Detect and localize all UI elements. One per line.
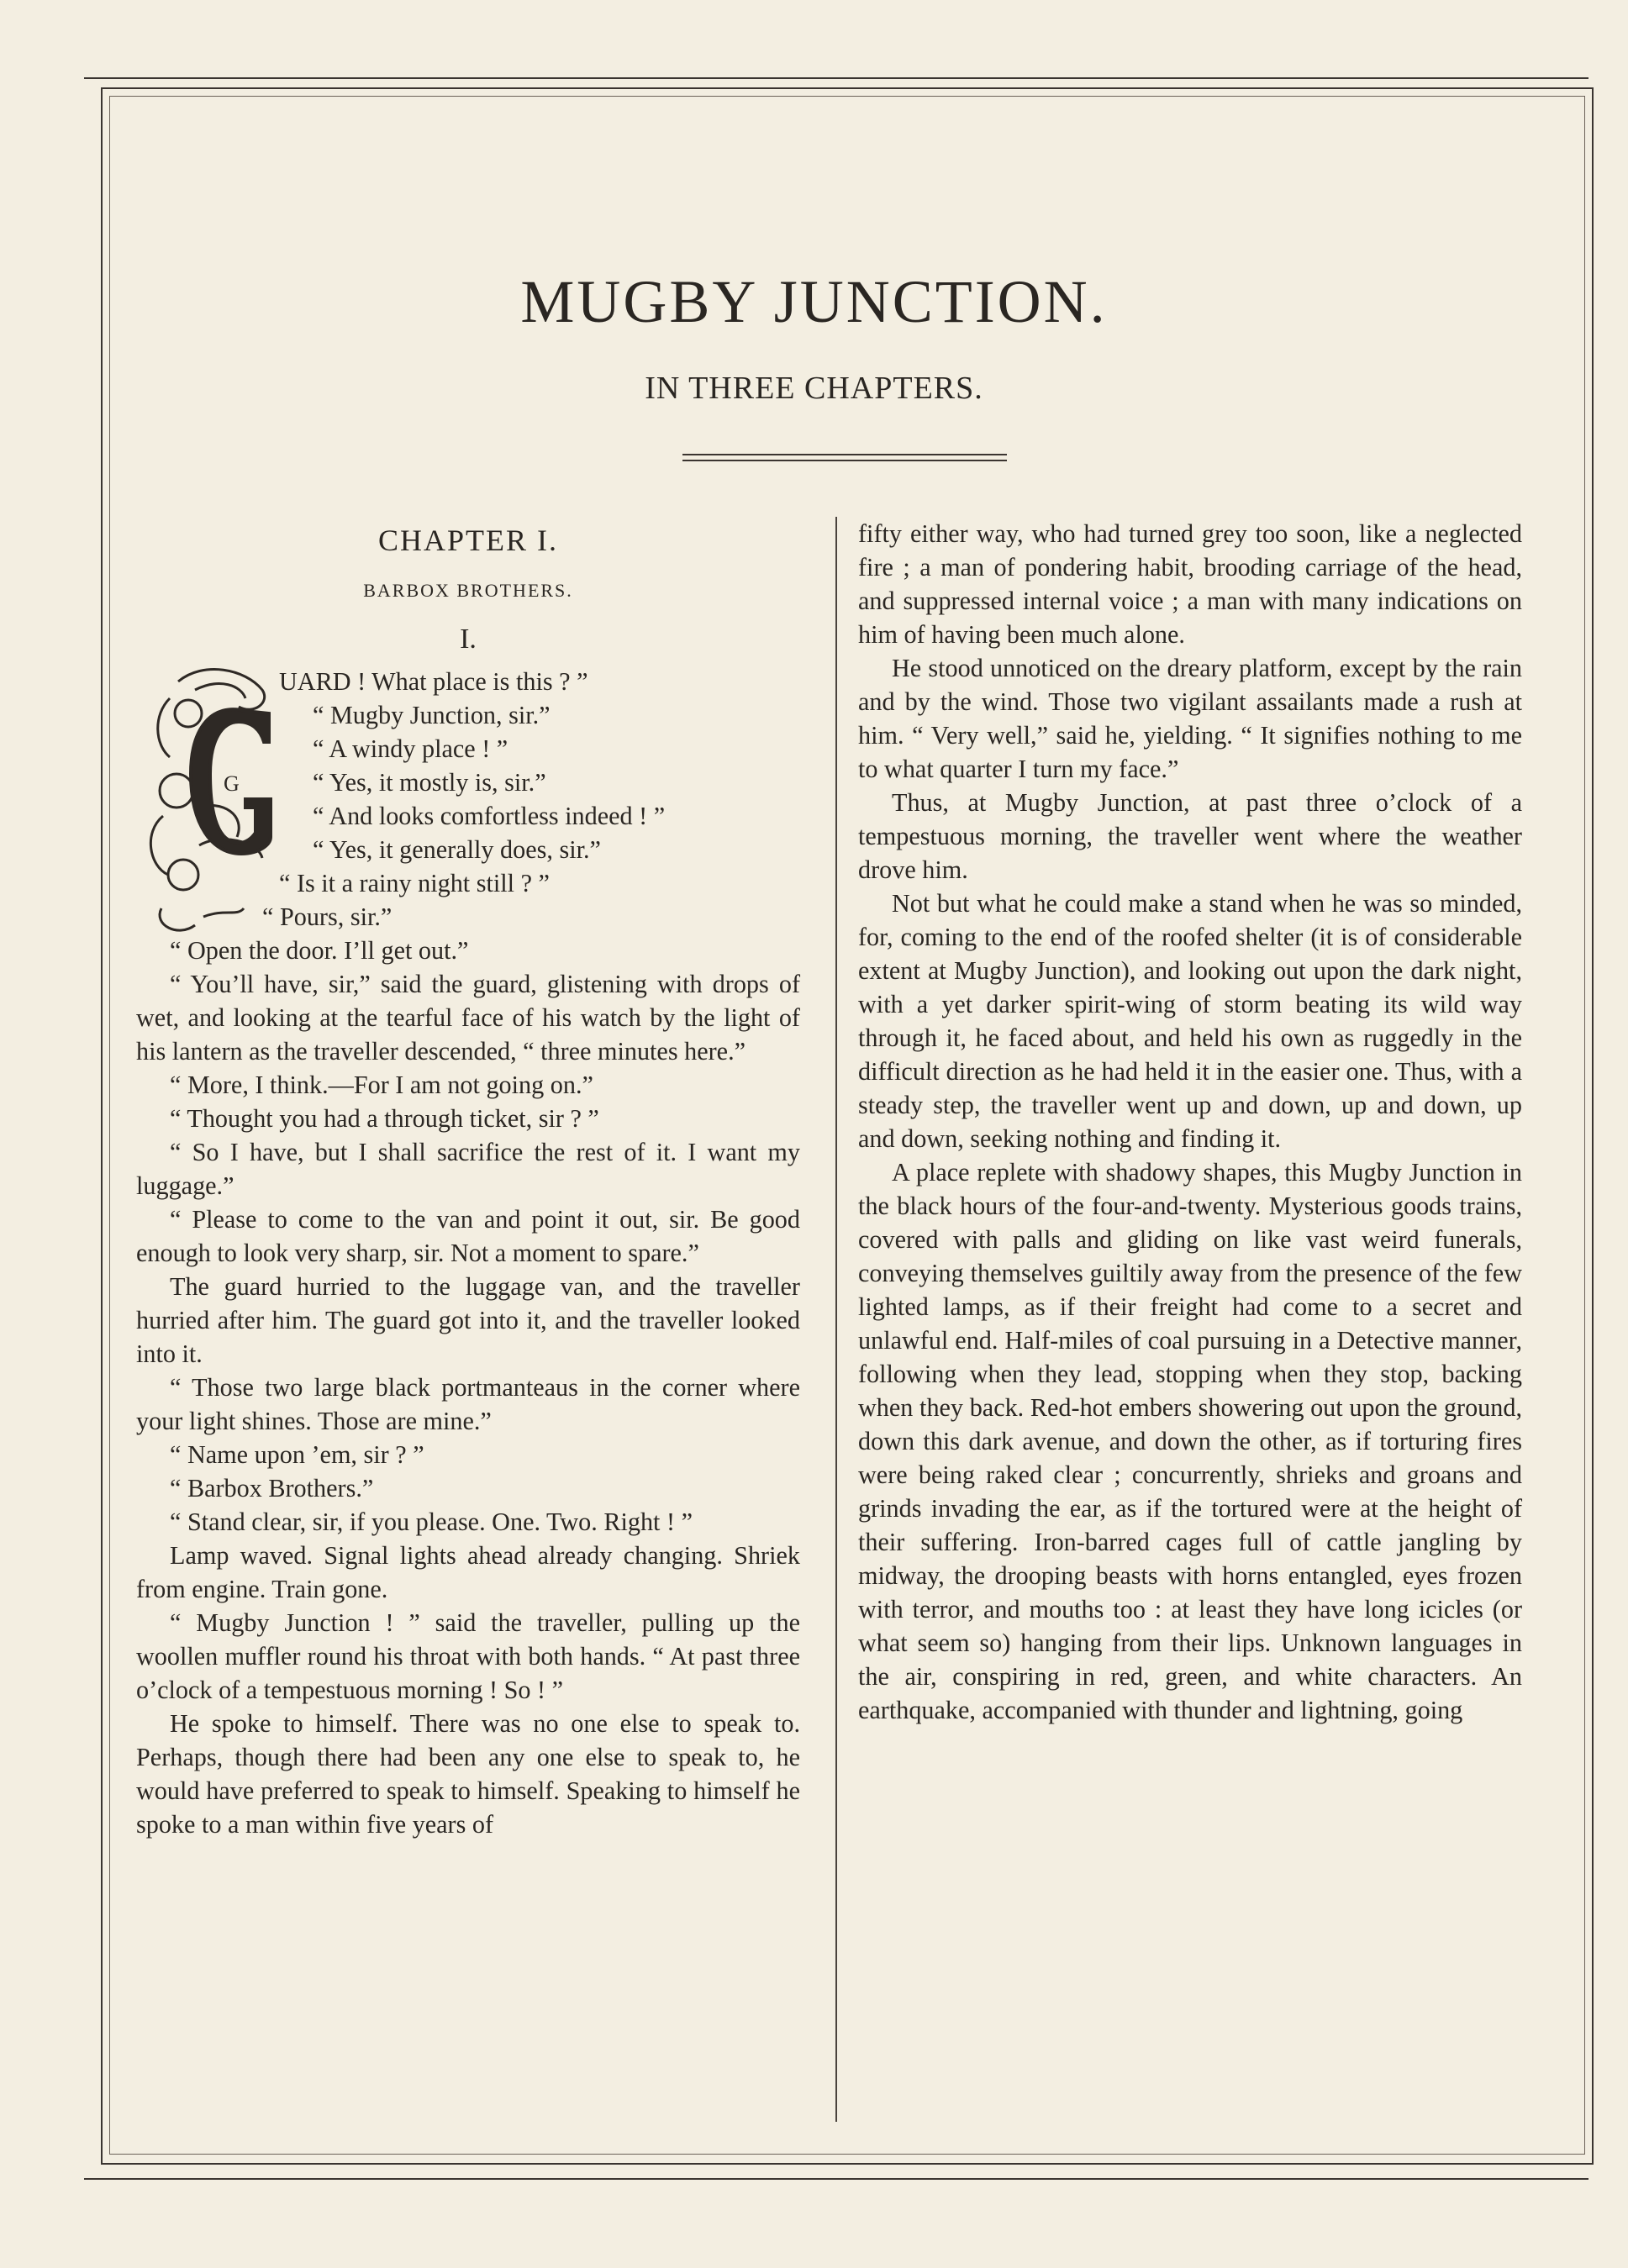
dialogue-line: “ Is it a rainy night still ? ” xyxy=(279,869,550,897)
paragraph: “ Stand clear, sir, if you please. One. Two. Right ! ” xyxy=(170,1508,693,1536)
dialogue-line: “ A windy place ! ” xyxy=(313,734,508,763)
paragraph: “ Thought you had a through ticket, sir ? ” xyxy=(170,1104,599,1133)
dialogue-line: “ Pours, sir.” xyxy=(262,902,393,931)
drop-cap-letter: G xyxy=(224,771,240,796)
paragraph: A place replete with shadowy shapes, this Mugby Junction in the black hours of the four-and-twenty. Mysterious goods trains, covered with palls and gliding on like vast weird funerals, conveying themselves guiltily away from the presence of the few lighted lamps, as if their freight had come to a secret and unlawful end. Half-miles of coal pursuing in a Detective manner, following when they lead, stopping when they stop, backing when they back. Red-hot embers showering out upon the ground, down this dark avenue, and down the other, as if torturing fires were being raked clear ; concurrently, shrieks and groans and grinds invading the ear, as if the tortured were at the height of their suffering. Iron-barred cages full of cattle jangling by midway, the drooping beasts with horns entangled, eyes frozen with terror, and mouths too : at least they have long icicles (or what seem so) hanging from their lips. Unknown languages in the air, conspiring in red, green, and white characters. An earthquake, accompanied with thunder and lightning, going xyxy=(858,1158,1522,1724)
paragraph: “ Barbox Brothers.” xyxy=(170,1474,374,1502)
paragraph: Lamp waved. Signal lights ahead already changing. Shriek from engine. Train gone. xyxy=(136,1541,800,1603)
paragraph: “ You’ll have, sir,” said the guard, glistening with drops of wet, and looking at the tearful face of his watch by the light of his lantern as the traveller descended, “ three minutes here.” xyxy=(136,970,800,1066)
page-title: MUGBY JUNCTION. xyxy=(520,268,1108,335)
opening-dialogue xyxy=(136,665,800,934)
column-divider xyxy=(835,517,837,2122)
ornamental-drop-cap-g xyxy=(145,665,277,942)
page-subtitle: IN THREE CHAPTERS. xyxy=(645,371,983,406)
dialogue-line: “ And looks comfortless indeed ! ” xyxy=(313,802,666,830)
dialogue-line: “ Mugby Junction, sir.” xyxy=(313,701,551,729)
paragraph: Not but what he could make a stand when he was so minded, for, coming to the end of the roofed shelter (it is of considerable extent at Mugby Junction), and looking out upon the dark night, with a yet darker spirit-wing of storm beating its wild way through it, he faced about, and held his own as ruggedly in the difficult direction as he had held it in the easier one. Thus, with a steady step, the traveller went up and down, up and down, up and down, seeking nothing and finding it. xyxy=(858,889,1522,1153)
section-number: I. xyxy=(460,624,477,655)
paragraph: He spoke to himself. There was no one else to speak to. Perhaps, though there had been any one else to speak to, he would have preferred to speak to himself. Speaking to himself he spoke to a man within five years of xyxy=(136,1709,800,1839)
paragraph: “ So I have, but I shall sacrifice the rest of it. I want my luggage.” xyxy=(136,1138,800,1200)
dialogue-line: “ Yes, it mostly is, sir.” xyxy=(313,768,546,797)
chapter-heading: CHAPTER I. xyxy=(377,524,558,557)
dialogue-line: “ Yes, it generally does, sir.” xyxy=(313,835,601,864)
paragraph: fifty either way, who had turned grey too soon, like a neglected fire ; a man of pondering habit, brooding carriage of the head, and suppressed internal voice ; a man with many indications on him of having been much alone. xyxy=(858,519,1522,649)
left-column xyxy=(136,517,800,1841)
paragraph: Thus, at Mugby Junction, at past three o’clock of a tempestuous morning, the traveller went where the weather drove him. xyxy=(858,788,1522,884)
paragraph: “ Name upon ’em, sir ? ” xyxy=(170,1440,424,1469)
paragraph: “ Open the door. I’ll get out.” xyxy=(170,936,469,965)
title-rule-bottom xyxy=(682,460,1007,461)
paragraph: “ Please to come to the van and point it out, sir. Be good enough to look very sharp, sir. Not a moment to spare.” xyxy=(136,1205,800,1267)
title-rule-top xyxy=(682,454,1007,455)
paragraph: “ More, I think.—For I am not going on.” xyxy=(170,1071,593,1099)
dialogue-line: UARD ! What place is this ? ” xyxy=(279,667,588,696)
paragraph: “ Mugby Junction ! ” said the traveller, pulling up the woollen muffler round his throat with both hands. “ At past three o’clock of a tempestuous morning ! So ! ” xyxy=(136,1608,800,1704)
paragraph: He stood unnoticed on the dreary platform, except by the rain and by the wind. Those two vigilant assailants made a rush at him. “ Very well,” said he, yielding. “ It signifies nothing to me to what quarter I turn my face.” xyxy=(858,654,1522,783)
right-column xyxy=(858,517,1522,1727)
chapter-subheading: BARBOX BROTHERS. xyxy=(363,580,573,601)
paragraph: The guard hurried to the luggage van, and the traveller hurried after him. The guard got into it, and the traveller looked into it. xyxy=(136,1272,800,1368)
paragraph: “ Those two large black portmanteaus in the corner where your light shines. Those are mine.” xyxy=(136,1373,800,1435)
